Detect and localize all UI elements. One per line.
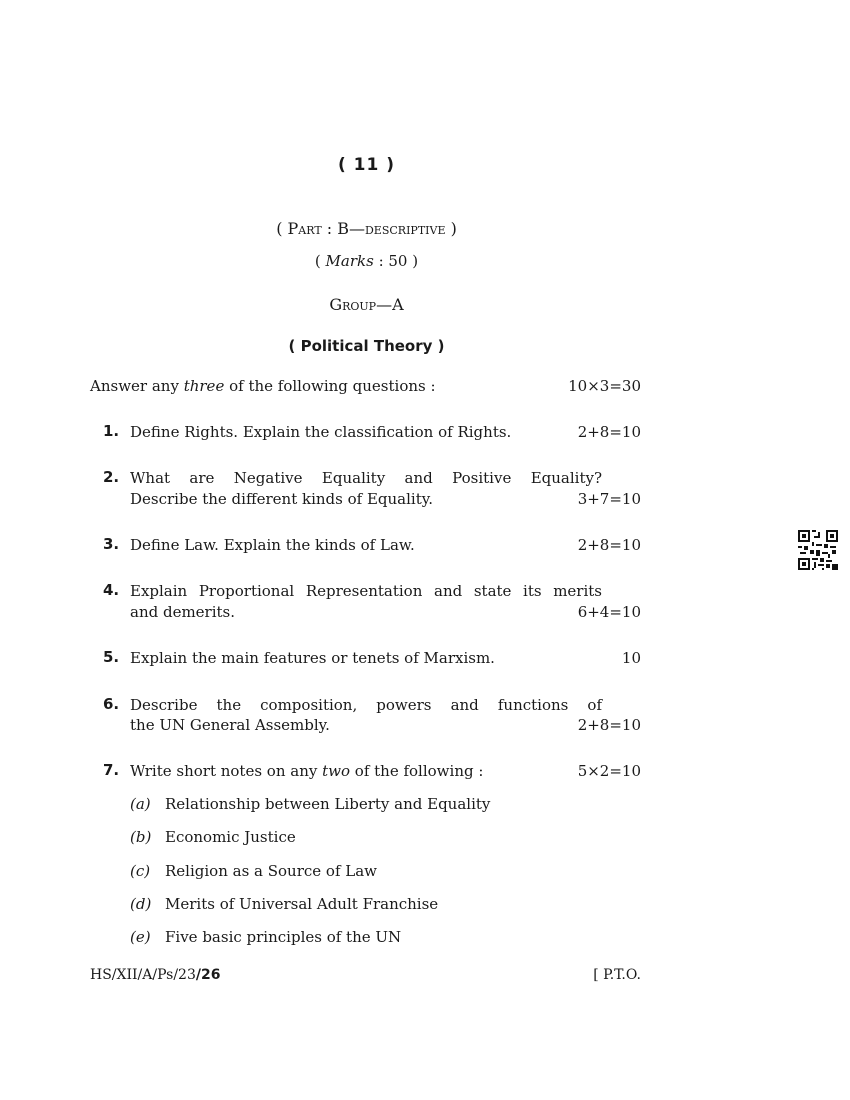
q7-pre: Write short notes on any	[130, 762, 323, 780]
sub-item-label: (a)	[130, 795, 151, 813]
question-marks: 2+8=10	[577, 536, 641, 554]
question-text: and demerits.	[130, 603, 236, 621]
sub-item-text: Religion as a Source of Law	[165, 862, 378, 880]
question-text: Define Law. Explain the kinds of Law.	[130, 536, 415, 554]
qr-code-icon	[798, 530, 838, 570]
question-number: 1.	[103, 422, 120, 440]
sub-item-label: (b)	[130, 828, 152, 846]
marks-label: Marks	[325, 252, 374, 270]
sub-item-text: Relationship between Liberty and Equality	[165, 795, 491, 813]
question-number: 3.	[103, 535, 120, 553]
q7-emph: two	[322, 762, 351, 780]
question-text: Describe the composition, powers and functions of	[130, 696, 602, 714]
question-marks: 5×2=10	[577, 762, 641, 780]
sub-item-label: (e)	[130, 928, 151, 946]
group-rest: —A	[376, 295, 404, 314]
instruction-marks: 10×3=30	[568, 377, 641, 395]
question-marks: 2+8=10	[577, 423, 641, 441]
paper-code	[90, 967, 220, 983]
part-kind: descriptive	[364, 219, 446, 238]
part-sep: : B—	[321, 219, 365, 238]
part-heading	[0, 219, 733, 238]
instruction-text	[90, 376, 436, 397]
sub-item-text: Merits of Universal Adult Franchise	[165, 895, 439, 913]
question-number: 7.	[103, 761, 120, 779]
instruction-emph: three	[183, 377, 225, 395]
question-text: What are Negative Equality and Positive Equality?	[130, 469, 602, 487]
sub-item-text: Economic Justice	[165, 828, 296, 846]
question-number: 5.	[103, 648, 120, 666]
question-number: 4.	[103, 581, 120, 599]
marks-open: (	[314, 252, 326, 270]
question-text: the UN General Assembly.	[130, 716, 330, 734]
question-text: Describe the different kinds of Equality.	[130, 490, 433, 508]
part-open: (	[276, 219, 288, 238]
group-word: Group	[329, 295, 377, 314]
question-number: 2.	[103, 468, 120, 486]
pto-note: [ P.T.O.	[593, 967, 641, 983]
question-marks: 2+8=10	[577, 716, 641, 734]
question-text	[130, 761, 483, 782]
sub-item-label: (d)	[130, 895, 152, 913]
question-number: 6.	[103, 695, 120, 713]
question-marks: 10	[621, 649, 641, 667]
sub-item-label: (c)	[130, 862, 151, 880]
sub-item-text: Five basic principles of the UN	[165, 928, 402, 946]
question-marks: 3+7=10	[577, 490, 641, 508]
marks-rest: : 50 )	[373, 252, 419, 270]
section-title: ( Political Theory )	[288, 337, 445, 355]
instruction-pre: Answer any	[90, 377, 184, 395]
total-marks	[0, 252, 733, 270]
question-text: Define Rights. Explain the classification of Rights.	[130, 423, 512, 441]
paper-code-main: HS/XII/A/Ps/23	[90, 967, 196, 983]
question-text: Explain the main features or tenets of Marxism.	[130, 649, 495, 667]
group-heading	[0, 295, 733, 314]
instruction-post: of the following questions :	[224, 377, 436, 395]
part-close: )	[445, 219, 457, 238]
q7-post: of the following :	[350, 762, 484, 780]
page-number: ( 11 )	[337, 155, 396, 175]
paper-code-bold: /26	[195, 967, 221, 983]
part-word: Part	[287, 219, 322, 238]
question-marks: 6+4=10	[577, 603, 641, 621]
question-text: Explain Proportional Representation and state its merits	[130, 582, 602, 600]
